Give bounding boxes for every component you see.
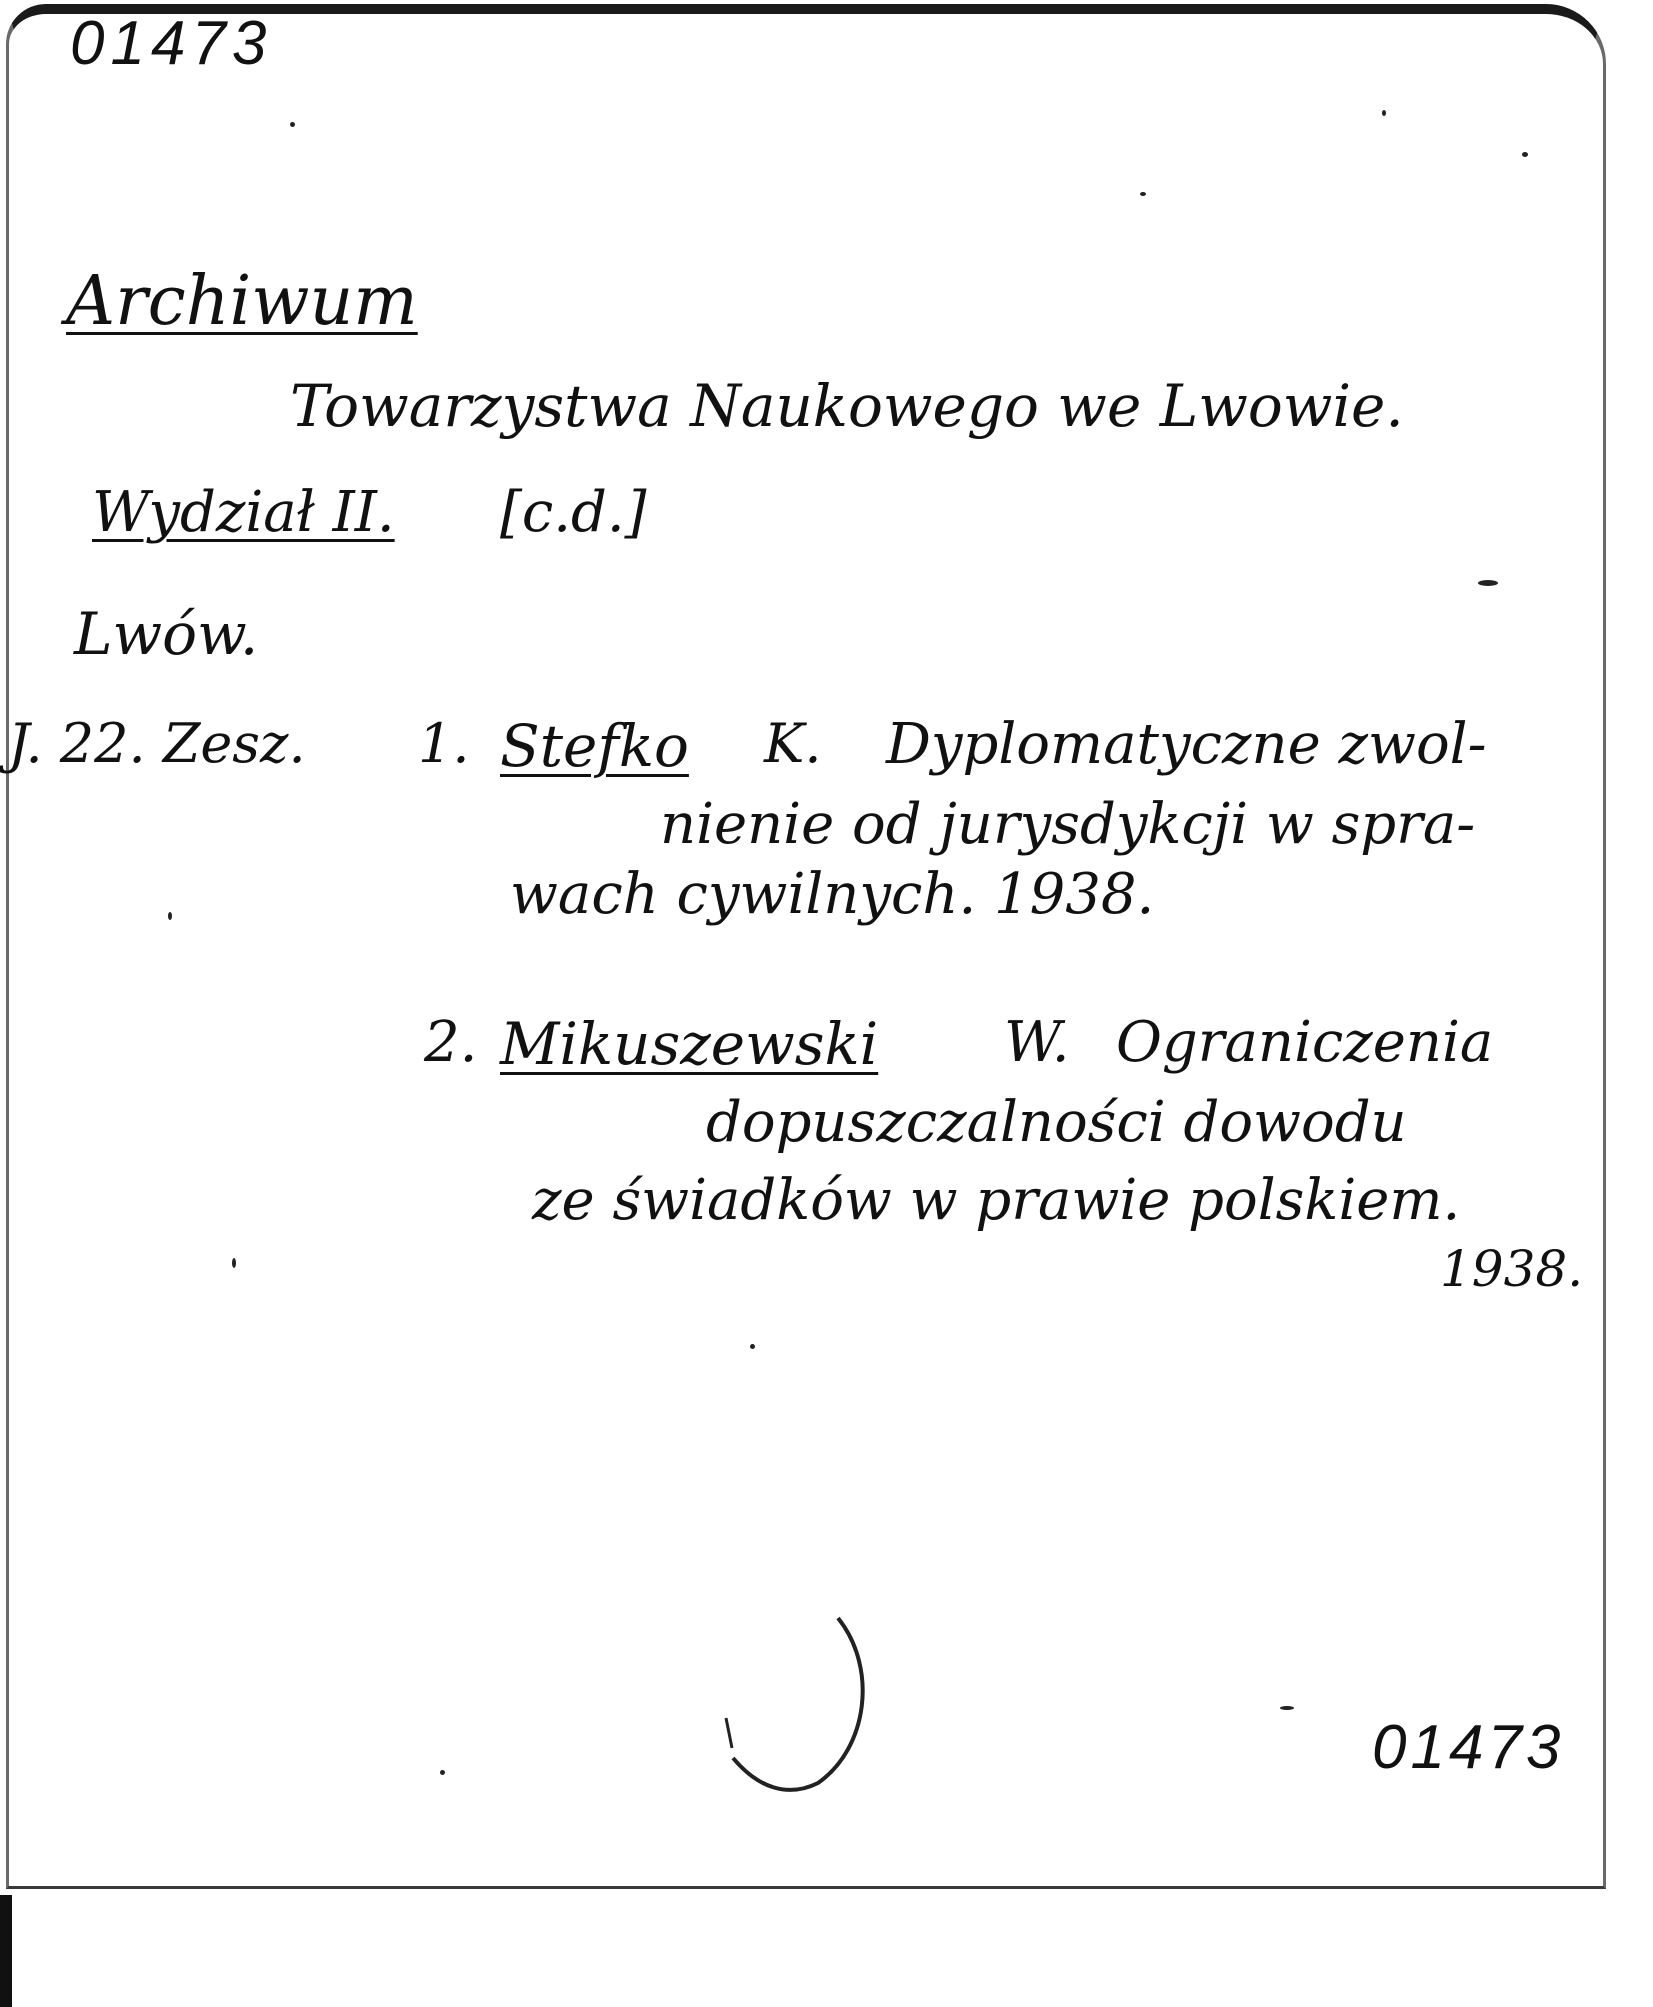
- archive-title: Archiwum: [66, 262, 418, 341]
- scan-speck: [1522, 152, 1528, 157]
- volume-reference: J. 22. Zesz.: [8, 712, 306, 775]
- scan-speck: [168, 912, 172, 920]
- scan-speck: [750, 1344, 755, 1349]
- department-note: [c.d.]: [500, 480, 647, 545]
- entry-1-initial: K.: [764, 712, 822, 775]
- society-name: Towarzystwa Naukowego we Lwowie.: [290, 372, 1404, 440]
- entry-2-title-line-1: Ograniczenia: [1116, 1010, 1494, 1075]
- punch-hole: [718, 1598, 878, 1798]
- entry-2-author: Mikuszewski: [500, 1010, 879, 1078]
- entry-1-title-line-2: nienie od jurysdykcji w spra-: [660, 792, 1476, 857]
- entry-2-title-line-2: dopuszczalności dowodu: [706, 1090, 1407, 1155]
- scan-speck: [232, 1258, 236, 1268]
- card-number-bottom: 01473: [1372, 1713, 1565, 1782]
- entry-1-title-line-1: Dyplomatyczne zwol-: [886, 712, 1487, 777]
- card-number-top: 01473: [70, 9, 273, 78]
- entry-1-title-line-3: wach cywilnych. 1938.: [510, 862, 1155, 927]
- scan-edge: [0, 1895, 12, 2007]
- city: Lwów.: [74, 600, 259, 668]
- scan-speck: [1140, 192, 1146, 196]
- entry-1-number: 1.: [418, 712, 470, 775]
- entry-2-year: 1938.: [1440, 1240, 1584, 1298]
- entry-2-number: 2.: [424, 1010, 478, 1075]
- scan-speck: [290, 122, 295, 127]
- department: Wydział II.: [92, 480, 395, 545]
- entry-2-title-line-3: ze świadków w prawie polskiem.: [532, 1168, 1461, 1233]
- scan-speck: [1280, 1706, 1294, 1710]
- scan-speck: [1478, 580, 1498, 586]
- scan-speck: [1382, 110, 1386, 116]
- scan-speck: [440, 1770, 445, 1775]
- entry-1-author: Stefko: [500, 712, 689, 780]
- entry-2-initial: W.: [1004, 1010, 1070, 1075]
